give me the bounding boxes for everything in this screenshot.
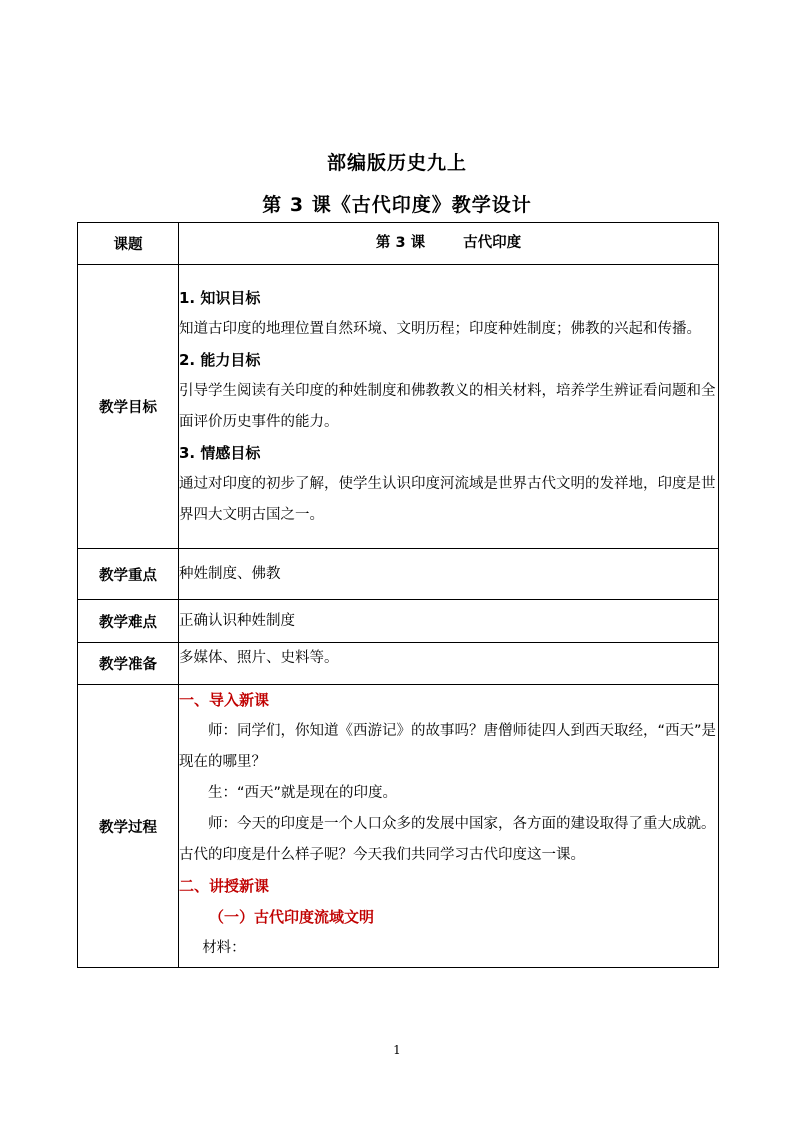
section-heading-intro: 一、导入新课 [179, 691, 270, 709]
label-difficulty: 教学难点 [78, 600, 179, 643]
section-heading-teaching: 二、讲授新课 [179, 877, 270, 895]
label-process: 教学过程 [78, 685, 179, 968]
lesson-name: 古代印度 [463, 235, 522, 251]
row-preparation [78, 643, 719, 685]
subsection-heading-civilization: （一）古代印度流域文明 [209, 908, 375, 926]
row-process [78, 685, 719, 968]
objective-heading-emotion: 3. 情感目标 [179, 443, 261, 462]
objective-text-knowledge: 知道古印度的地理位置自然环境、文明历程；印度种姓制度；佛教的兴起和传播。 [179, 320, 701, 337]
label-key-points: 教学重点 [78, 549, 179, 600]
label-objectives: 教学目标 [78, 265, 179, 549]
dialogue-student-1: 生：“西天”就是现在的印度。 [208, 785, 398, 801]
objectives-cell [179, 265, 719, 549]
label-preparation: 教学准备 [78, 643, 179, 685]
objective-heading-knowledge: 1. 知识目标 [179, 288, 261, 307]
row-topic [78, 223, 719, 265]
key-points-text: 种姓制度、佛教 [179, 549, 719, 600]
objective-text-ability: 引导学生阅读有关印度的种姓制度和佛教教义的相关材料，培养学生辨证看问题和全面评价历史事件的能力。 [179, 382, 716, 430]
dialogue-teacher-1: 师：同学们，你知道《西游记》的故事吗？唐僧师徒四人到西天取经，“西天”是现在的哪里？ [179, 723, 717, 770]
difficulty-text: 正确认识种姓制度 [179, 600, 719, 643]
row-objectives [78, 265, 719, 549]
objective-text-emotion: 通过对印度的初步了解，使学生认识印度河流域是世界古代文明的发祥地，印度是世界四大文明古国之一。 [179, 475, 716, 523]
lesson-number: 第 3 课 [375, 235, 426, 251]
process-cell [179, 685, 719, 968]
material-label: 材料： [202, 940, 246, 956]
label-topic: 课题 [78, 223, 179, 265]
document-subtitle: 第 3 课《古代印度》教学设计 [262, 194, 532, 216]
row-difficulty [78, 600, 719, 643]
row-key-points [78, 549, 719, 600]
document-title: 部编版历史九上 [326, 152, 467, 174]
lesson-plan-table [77, 222, 719, 968]
page-number: 1 [393, 1043, 401, 1057]
preparation-text: 多媒体、照片、史料等。 [179, 643, 719, 685]
lesson-title-cell [179, 223, 719, 265]
dialogue-teacher-2: 师：今天的印度是一个人口众多的发展中国家，各方面的建设取得了重大成就。古代的印度是什么样子呢？今天我们共同学习古代印度这一课。 [179, 816, 716, 863]
objective-heading-ability: 2. 能力目标 [179, 350, 261, 369]
